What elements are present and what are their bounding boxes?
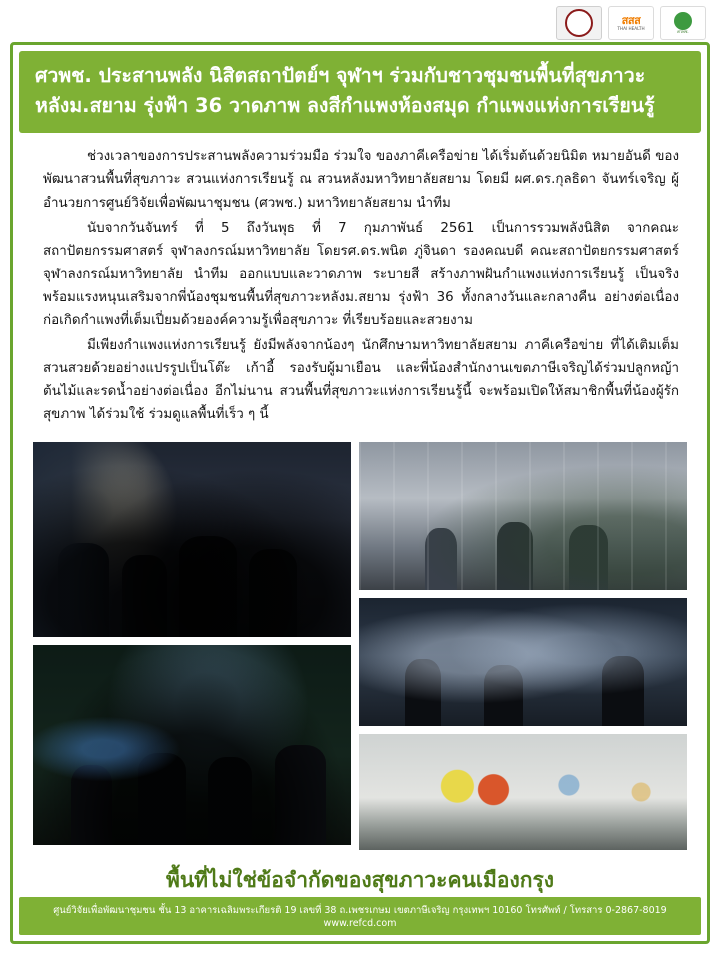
photo-night-outdoor-projection — [33, 645, 351, 845]
photo-students-painting-wall — [359, 442, 687, 590]
footer-contact-bar — [19, 897, 701, 935]
footer-website[interactable]: www.refcd.com — [323, 918, 397, 929]
article-body — [19, 133, 701, 434]
headline-line-1: ศวพช. ประสานพลัง นิสิตสถาปัตย์ฯ จุฬาฯ ร่วมกับชาวชุมชนพื้นที่สุขภาวะ — [35, 64, 646, 87]
photo-collage — [19, 434, 701, 850]
footer-address: ศูนย์วิจัยเพื่อพัฒนาชุมชน ชั้น 13 อาคารเฉลิมพระเกียรติ 19 เลขที่ 38 ถ.เพชรเกษม เขตภาษีเจริญ กรุงเทพฯ 10160 โทรศัพท์ / โทรสาร 0-2867-8019 — [53, 905, 667, 916]
poster-frame — [10, 42, 710, 944]
headline-line-2: หลังม.สยาม รุ่งฟ้า 36 วาดภาพ ลงสีกำแพงห้องสมุด กำแพงแห่งการเรียนรู้ — [35, 94, 655, 118]
logo-strip — [0, 0, 720, 42]
silhouette-shape — [138, 753, 186, 845]
silhouette-shape — [602, 656, 645, 726]
article-paragraph-2: นับจากวันจันทร์ ที่ 5 ถึงวันพุธ ที่ 7 กุมภาพันธ์ 2561 เป็นการรวมพลังนิสิต จากคณะสถาปัตยกรรมศาสตร์ จุฬาลงกรณ์มหาวิทยาลัย โดยรศ.ดร.พนิต ภู่จินดา รองคณบดี คณะสถาปัตยกรรมศาสตร์ จุฬาลงกรณ์มหาวิทยาลัย นำทีม ออกแบบและวาดภาพ ระบายสี สร้างภาพฝันกำแพงแห่งการเรียนรู้ เป็นจริง พร้อมแรงหนุนเสริมจากพี่น้องชุมชนพื้นที่สุขภาวะหลังม.สยาม รุ่งฟ้า 36 ทั้งกลางวันและกลางคืน อย่างต่อเนื่อง ก่อเกิดกำแพงที่เต็มเปี่ยมด้วยองค์ความรู้เพื่อสุขภาวะ ที่เรียบร้อยและสวยงาม — [43, 220, 679, 328]
silhouette-shape — [425, 528, 458, 590]
leaf-icon — [674, 12, 692, 30]
footer-tagline: พื้นที่ไม่ใช่ข้อจำกัดของสุขภาวะคนเมืองกรุง — [165, 868, 554, 892]
thaihealth-logo — [608, 6, 654, 40]
silhouette-shape — [208, 757, 253, 845]
silhouette-shape — [569, 525, 608, 590]
photo-wall-icons-lit — [359, 598, 687, 726]
silhouette-shape — [122, 555, 167, 637]
photo-night-wall-crowd — [33, 442, 351, 637]
silhouette-shape — [71, 765, 112, 845]
silhouette-shape — [497, 522, 533, 590]
green-community-logo — [660, 6, 706, 40]
article-paragraph-3: มีเพียงกำแพงแห่งการเรียนรู้ ยังมีพลังจากน้องๆ นักศึกษามหาวิทยาลัยสยาม ภาคีเครือข่าย ที่ได้เติมเต็มสวนสวยด้วยอย่างแปรรูปเป็นโต๊ะ เก้าอี้ รองรับผู้มาเยือน และพี่น้องสำนักงานเขตภาษีเจริญได้ร่วมปลูกหญ้า ต้นไม้และรดน้ำอย่างต่อเนื่อง อีกไม่นาน สวนพื้นที่สุขภาวะแห่งการเรียนรู้นี้ จะพร้อมเปิดให้สมาชิกพื้นที่น้องผู้รักสุขภาพ ได้ร่วมใช้ ร่วมดูแลพื้นที่เร็ว ๆ นี้ — [43, 337, 679, 422]
silhouette-shape — [275, 745, 326, 845]
thaihealth-logo-text: สสส — [621, 14, 641, 28]
university-crest-logo — [556, 6, 602, 40]
thaihealth-logo-subtext: THAI HEALTH — [617, 25, 645, 31]
silhouette-shape — [249, 549, 297, 637]
green-community-logo-text: ศวพช. — [677, 28, 689, 34]
photo-column-left — [33, 442, 351, 850]
silhouette-shape — [405, 659, 441, 726]
article-paragraph-1: ช่วงเวลาของการประสานพลังความร่วมมือ ร่วมใจ ของภาคีเครือข่าย ได้เริ่มต้นด้วยนิมิต หมายอันดี ของพัฒนาสวนพื้นที่สุขภาวะ สวนแห่งการเรียนรู้ ณ สวนหลังมหาวิทยาลัยสยาม โดยมี ผศ.ดร.กุลธิดา จันทร์เจริญ ผู้อำนวยการศูนย์วิจัยเพื่อพัฒนาชุมชน (ศวพช.) มหาวิทยาลัยสยาม นำทีม — [43, 149, 679, 211]
silhouette-shape — [58, 543, 109, 637]
silhouette-shape — [179, 536, 236, 637]
photo-finished-colour-mural — [359, 734, 687, 850]
silhouette-shape — [484, 665, 523, 726]
photo-column-right — [359, 442, 687, 850]
crest-icon — [565, 9, 593, 37]
headline-banner — [19, 51, 701, 133]
